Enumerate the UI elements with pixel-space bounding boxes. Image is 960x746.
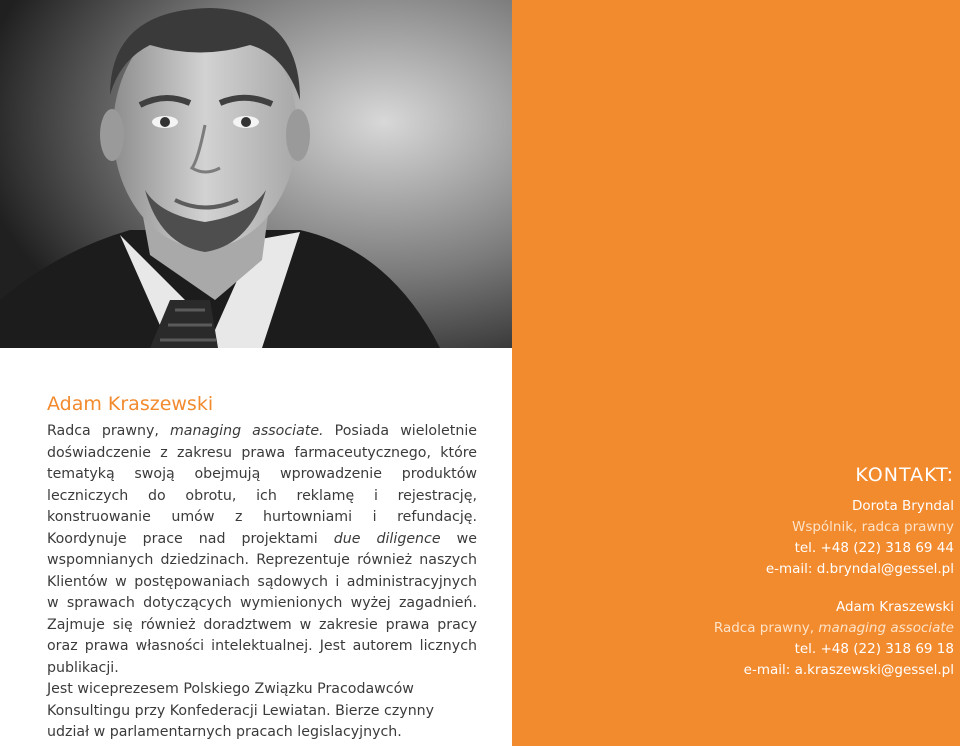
contact-block — [554, 462, 954, 681]
bio-paragraph-2: Jest wiceprezesem Polskiego Związku Pracodawców Konsultingu przy Konfederacji Lewiatan. Bierze czynny udział w parlamentarnych pracach legislacyjnych. — [47, 681, 435, 740]
contact-2-name: Adam Kraszewski — [835, 599, 954, 615]
contact-spacer — [554, 580, 954, 597]
contact-1-phone: tel. +48 (22) 318 69 44 — [794, 540, 954, 556]
bio-role-italic: managing associate. — [169, 423, 324, 439]
contact-2-role-italic: managing associate — [818, 620, 954, 636]
contact-2-email[interactable]: e-mail: a.kraszewski@gessel.pl — [743, 662, 954, 678]
bio-section — [47, 392, 477, 744]
contact-1-email[interactable]: e-mail: d.bryndal@gessel.pl — [765, 561, 954, 577]
contact-2-phone: tel. +48 (22) 318 69 18 — [794, 641, 954, 657]
contact-1-role: Wspólnik, radca prawny — [791, 519, 954, 535]
contact-heading: KONTAKT: — [855, 464, 954, 486]
bio-text-part1: Posiada wieloletnie doświadczenie z zakresu prawa farmaceutycznego, które tematyką swoją obejmują wprowadzenie produktów leczniczych do obrotu, ich reklamę i rejestrację, konstruowanie umów z hurtowniami i refundację. Koordynuje prace nad projektami — [47, 423, 477, 547]
portrait-photo — [0, 0, 512, 348]
portrait-illustration — [0, 0, 512, 348]
bio-role-prefix: Radca prawny, — [47, 423, 159, 439]
bio-text-part2: we wspomnianych dziedzinach. Reprezentuje również naszych Klientów w postępowaniach sądowych i administracyjnych w sprawach dotyczących wymienionych wyżej zagadnień. Zajmuje się również doradztwem w zakresie prawa pracy oraz prawa własności intelektualnej. Jest autorem licznych publikacji. — [47, 530, 477, 676]
contact-2-role-prefix: Radca prawny, — [713, 620, 819, 636]
contact-1-name: Dorota Bryndal — [852, 498, 954, 514]
contact-2-role — [554, 618, 954, 639]
bio-due-diligence: due diligence — [333, 530, 441, 547]
bio-paragraph — [47, 421, 477, 679]
bio-name: Adam Kraszewski — [47, 393, 214, 415]
